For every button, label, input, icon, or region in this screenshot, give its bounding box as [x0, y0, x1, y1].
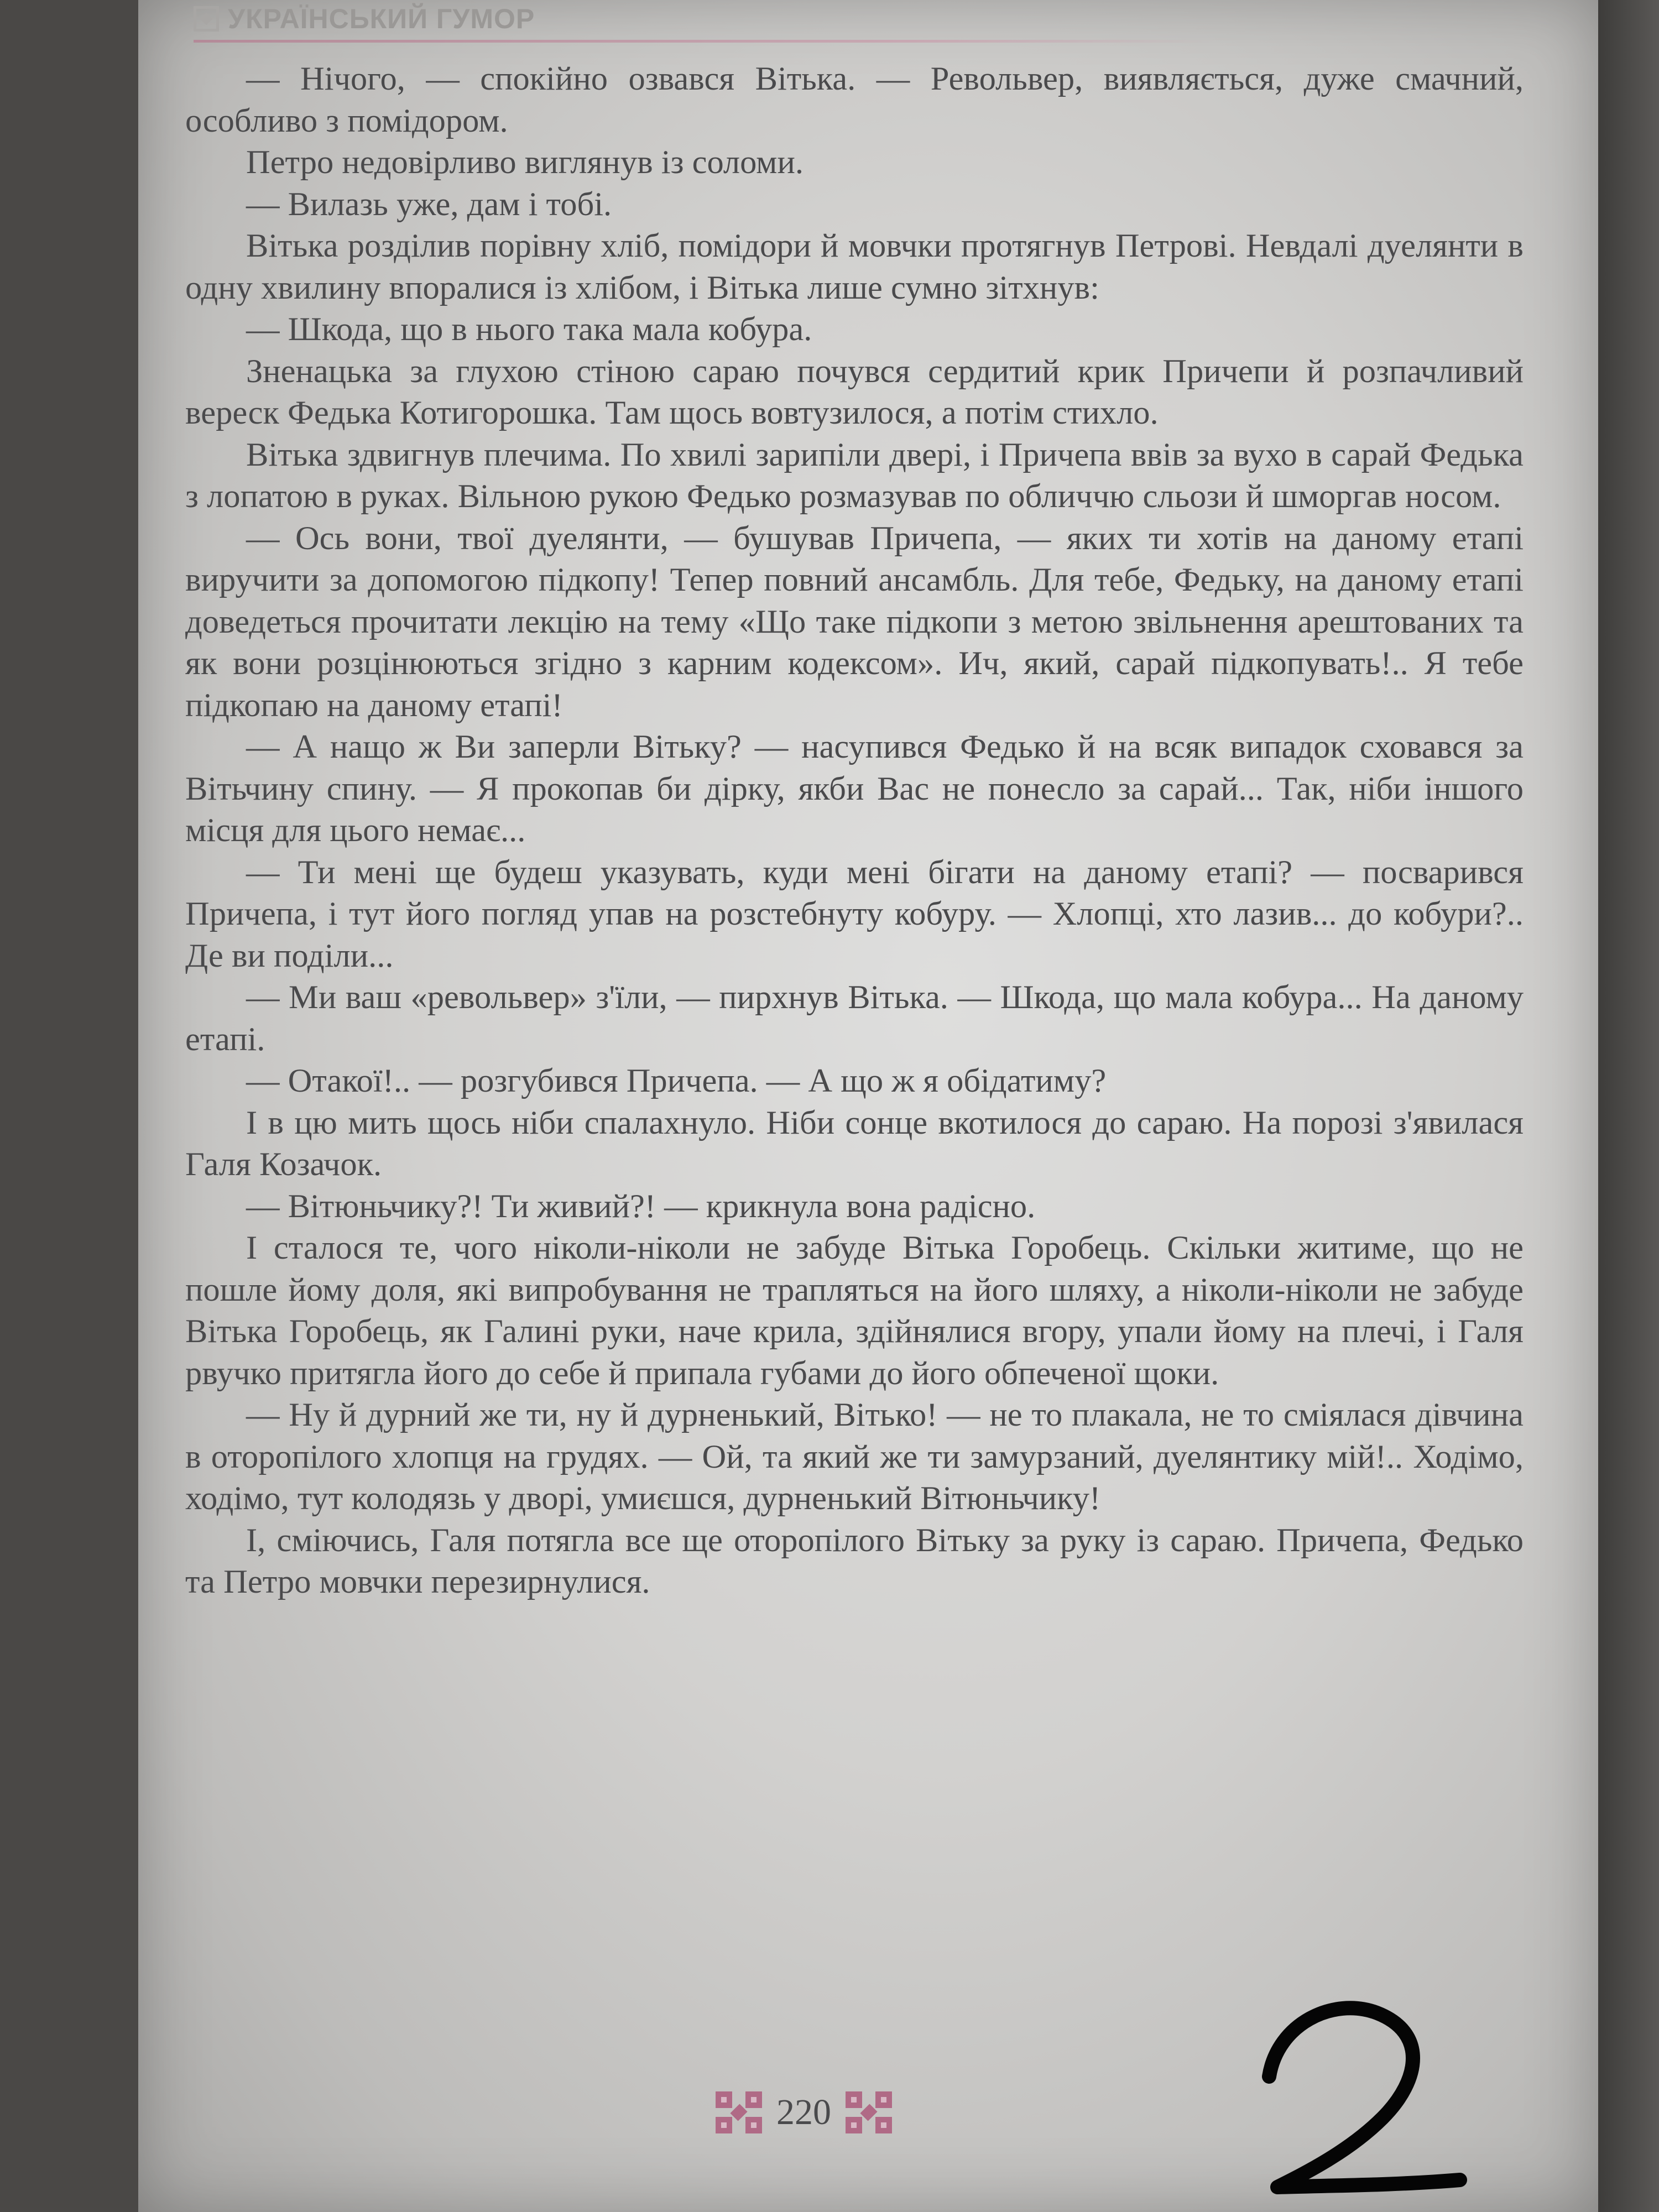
- paragraph: — Ми ваш «револьвер» з'їли, — пирхнув Вітька. — Шкода, що мала кобура... На даному етапі.: [185, 979, 1524, 1058]
- header-rule: [194, 40, 1217, 43]
- paragraph: — Нічого, — спокійно озвався Вітька. — Револьвер, виявляється, дуже смачний, особливо з помідором.: [185, 60, 1524, 139]
- paragraph: — Ось вони, твої дуелянти, — бушував Причепа, — яких ти хотів на даному етапі виручити за допомогою підкопу! Тепер повний ансамбль. Для тебе, Федьку, на даному етапі доведеться прочитати лекцію на тему «Що таке підкопи з метою звільнення арештованих та як вони розцінюються згідно з карним кодексом». Ич, який, сарай підкопувать!.. Я тебе підкопаю на даному етапі!: [185, 519, 1524, 724]
- paragraph: — Отакої!.. — розгубився Причепа. — А що ж я обідатиму?: [246, 1062, 1107, 1099]
- paragraph: Вітька розділив порівну хліб, помідори й мовчки протягнув Петрові. Невдалі дуелянти в одну хвилину впоралися із хлібом, і Вітька лише сумно зітхнув:: [185, 227, 1524, 306]
- footer-ornament-icon: [713, 2089, 764, 2136]
- header-title: УКРАЇНСЬКИЙ ГУМОР: [228, 3, 535, 34]
- page-footer: [713, 2089, 894, 2136]
- paragraph: — Шкода, що в нього така мала кобура.: [246, 311, 812, 348]
- paragraph: — Ти мені ще будеш указувать, куди мені бігати на даному етапі? — посварився Причепа, і тут його погляд упав на розстебнуту кобуру. — Хлопці, хто лазив... до кобури?.. Де ви поділи...: [185, 853, 1524, 974]
- header-logo-icon: [194, 6, 219, 32]
- paragraph: Зненацька за глухою стіною сараю почувся сердитий крик Причепи й розпачливий вереск Федька Котигорошка. Там щось вовтузилося, а потім стихло.: [185, 352, 1524, 431]
- paragraph: Петро недовірливо виглянув із соломи.: [246, 144, 804, 181]
- footer-ornament-icon: [843, 2089, 894, 2136]
- paragraph: І, сміючись, Галя потягла все ще оторопілого Вітьку за руку із сараю. Причепа, Федько та Петро мовчки перезирнулися.: [185, 1521, 1524, 1600]
- paragraph: І в цю мить щось ніби спалахнуло. Ніби сонце вкотилося до сараю. На порозі з'явилася Галя Козачок.: [185, 1104, 1524, 1183]
- paragraph: — Вилазь уже, дам і тобі.: [246, 185, 612, 223]
- paragraph: — А нащо ж Ви заперли Вітьку? — насупився Федько й на всяк випадок сховався за Вітьчину спину. — Я прокопав би дірку, якби Вас не понесло за сарай... Так, ніби іншого місця для цього немає...: [185, 728, 1524, 849]
- paragraph: Вітька здвигнув плечима. По хвилі зарипіли двері, і Причепа ввів за вухо в сарай Федька з лопатою в руках. Вільною рукою Федько розмазував по обличчю сльози й шморгав носом.: [185, 436, 1524, 515]
- page-text: [185, 58, 1524, 1603]
- running-header: [194, 0, 535, 38]
- page-edge-shadow: [1598, 0, 1659, 2212]
- page-number: 220: [776, 2092, 831, 2132]
- paragraph: І сталося те, чого ніколи-ніколи не забуде Вітька Горобець. Скільки житиме, що не пошле йому доля, які випробування не трапляться на його шляху, а ніколи-ніколи не забуде Вітька Горобець, як Галині руки, наче крила, здійнялися вгору, упали йому на плечі, і Галя рвучко притягла його до себе й припала губами до його обпеченої щоки.: [185, 1229, 1524, 1392]
- paragraph: — Вітюньчику?! Ти живий?! — крикнула вона радісно.: [246, 1187, 1036, 1225]
- paragraph: — Ну й дурний же ти, ну й дурненький, Вітько! — не то плакала, не то сміялася дівчина в оторопілого хлопця на грудях. — Ой, та який же ти замурзаний, дуелянтику мій!.. Ходімо, ходімо, тут колодязь у дворі, умиєшся, дурненький Вітюньчику!: [185, 1396, 1524, 1517]
- handwritten-mark: [1239, 1980, 1471, 2201]
